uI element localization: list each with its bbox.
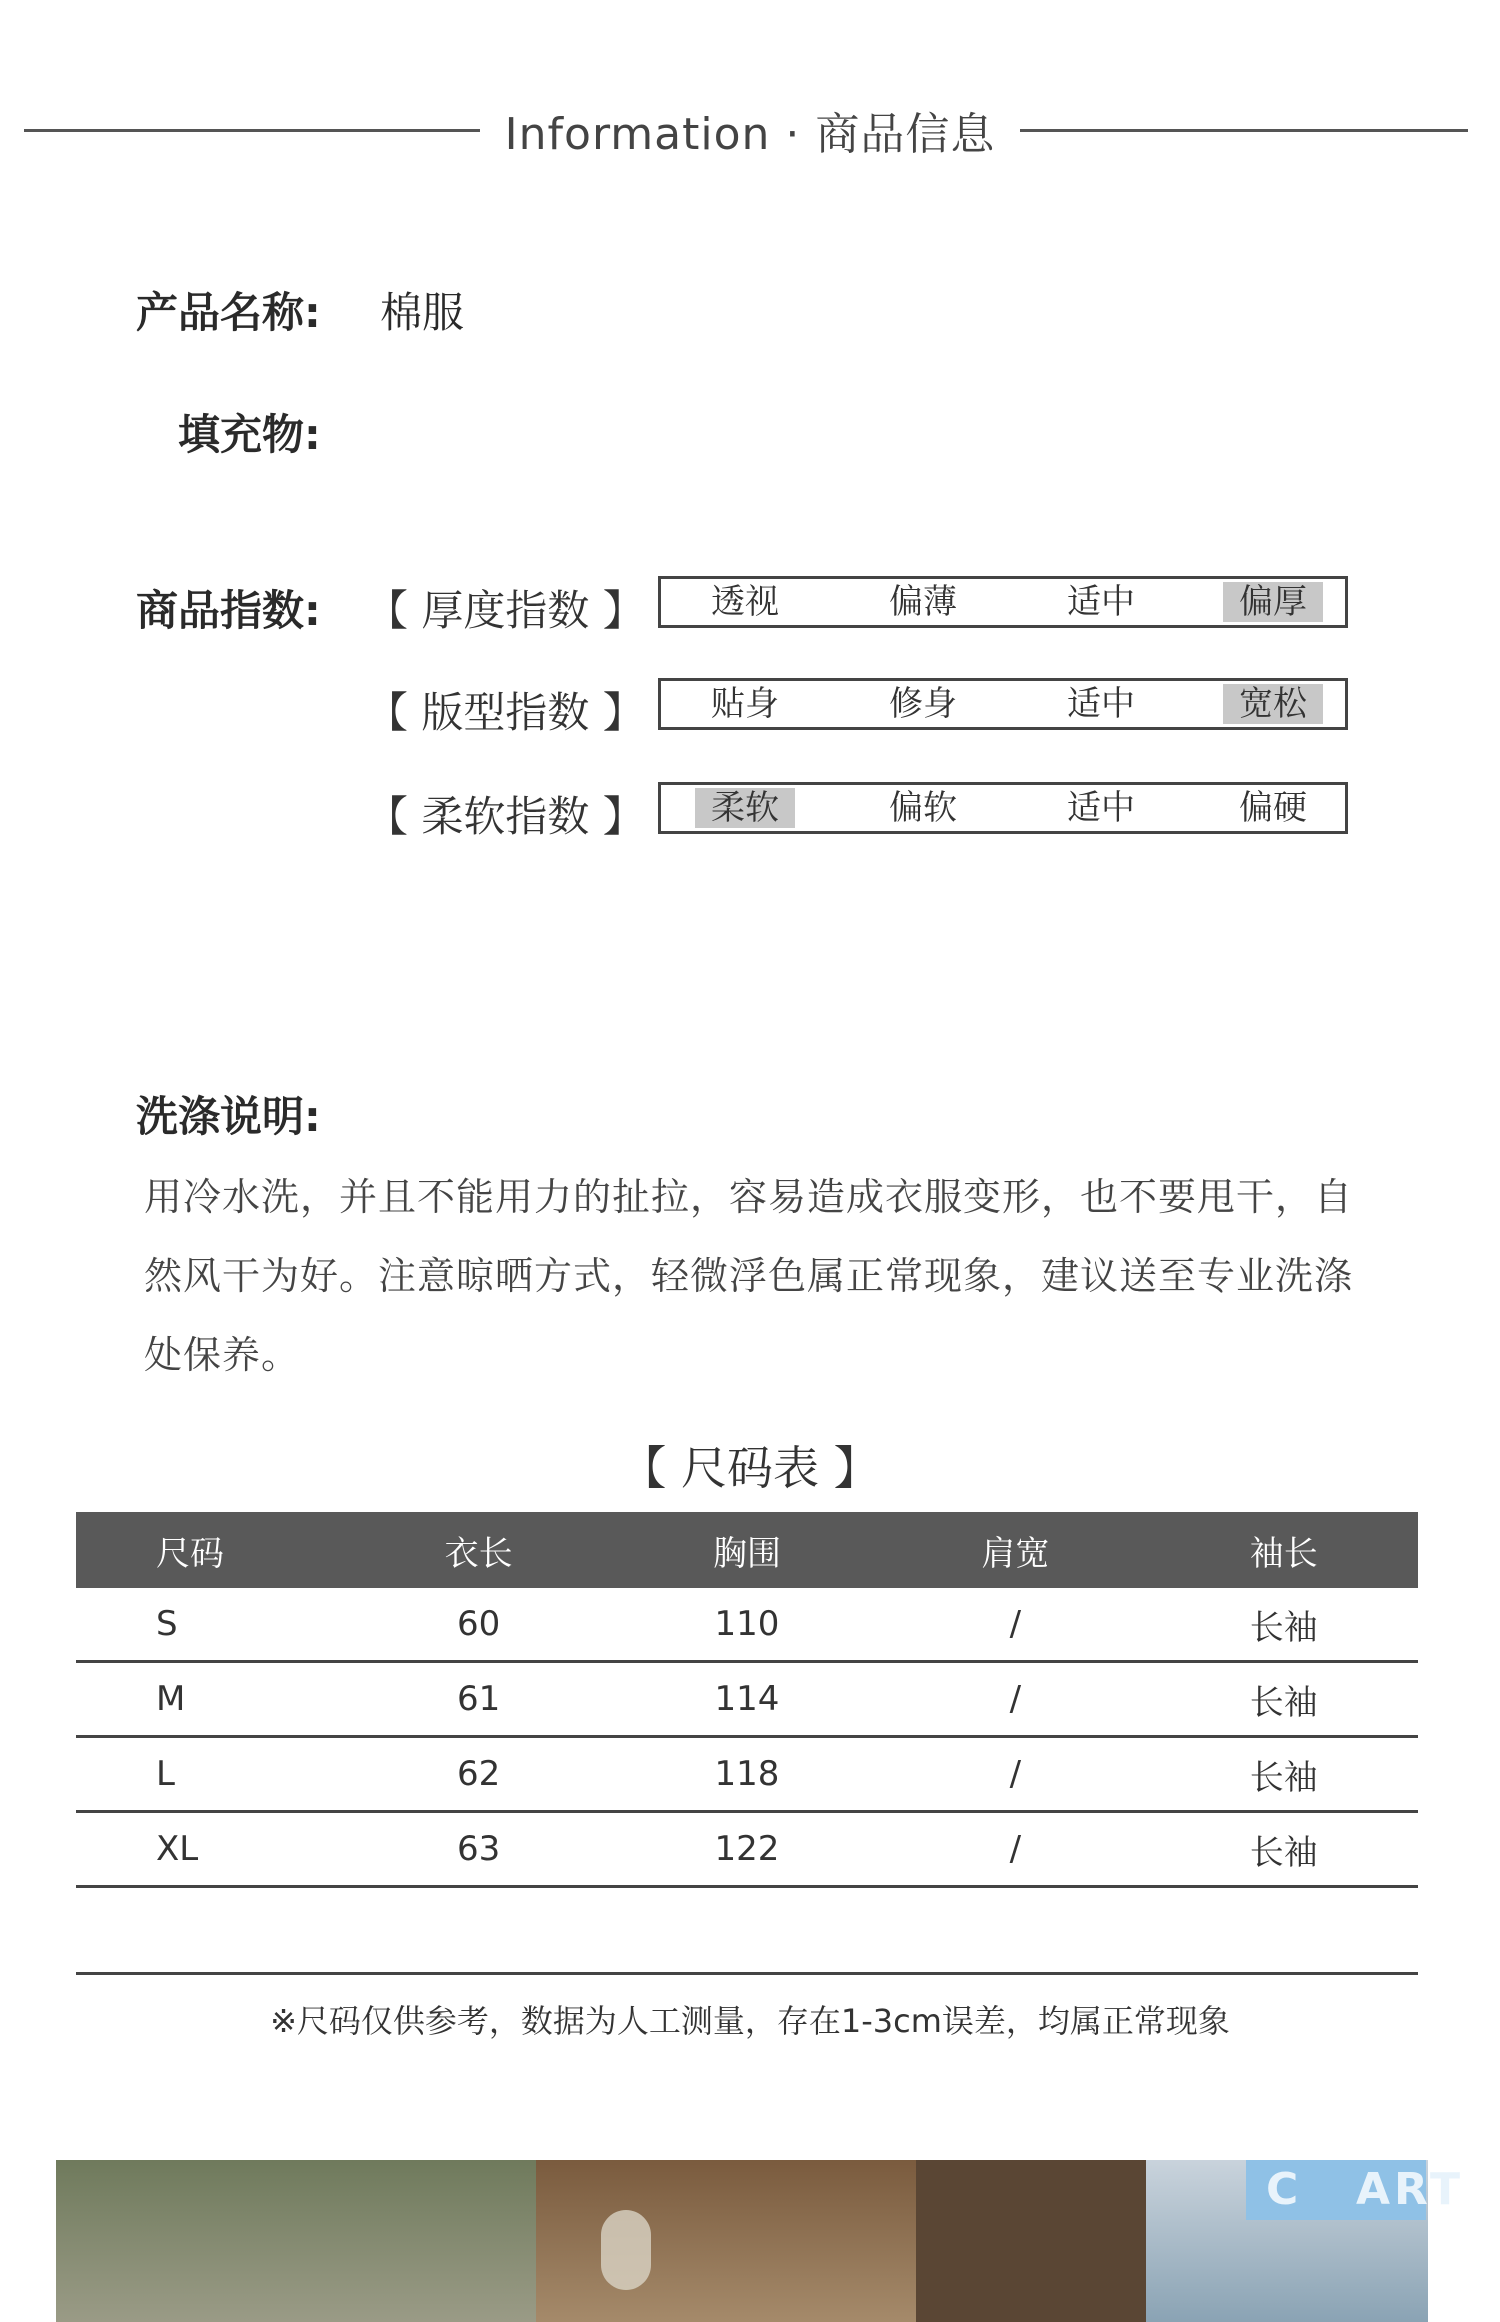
filling-label: 填充物: <box>178 410 321 459</box>
index-scale <box>658 576 1348 628</box>
table-cell: 长袖 <box>1150 1588 1418 1662</box>
table-row <box>76 1737 1418 1812</box>
photo-sign-text-right: ART <box>1356 2164 1464 2215</box>
index-option: 偏硬 <box>1239 788 1307 828</box>
table-cell: S <box>76 1588 344 1662</box>
index-option: 适中 <box>1067 788 1135 828</box>
photo-tree-area <box>56 2160 536 2322</box>
index-option: 适中 <box>1067 582 1135 622</box>
header-line-right <box>1020 129 1468 132</box>
wash-label: 洗涤说明: <box>136 1092 321 1141</box>
table-cell: 61 <box>344 1662 612 1737</box>
photo-sign-text-left: C <box>1266 2164 1299 2215</box>
index-option: 适中 <box>1067 684 1135 724</box>
index-scale <box>658 678 1348 730</box>
table-cell: 122 <box>613 1812 881 1887</box>
index-scale <box>658 782 1348 834</box>
header-size: 尺码 <box>76 1512 344 1588</box>
table-cell: L <box>76 1737 344 1812</box>
index-option: 修身 <box>889 684 957 724</box>
table-cell: / <box>881 1812 1149 1887</box>
table-divider <box>76 1972 1418 1975</box>
table-cell: / <box>881 1588 1149 1662</box>
table-cell: 60 <box>344 1588 612 1662</box>
index-name: 【 版型指数 】 <box>366 688 645 737</box>
page-title: Information · 商品信息 <box>504 109 996 160</box>
table-cell: 114 <box>613 1662 881 1737</box>
index-option: 贴身 <box>711 684 779 724</box>
table-cell: 长袖 <box>1150 1812 1418 1887</box>
wash-text: 用冷水洗，并且不能用力的扯拉，容易造成衣服变形，也不要甩干，自然风干为好。注意晾晒方式，轻微浮色属正常现象，建议送至专业洗涤处保养。 <box>144 1175 1354 1377</box>
index-option-selected: 柔软 <box>695 788 795 828</box>
index-option: 偏软 <box>889 788 957 828</box>
table-cell: / <box>881 1737 1149 1812</box>
table-row <box>76 1662 1418 1737</box>
size-note: ※尺码仅供参考，数据为人工测量，存在1-3cm误差，均属正常现象 <box>270 2002 1230 2040</box>
product-photo <box>56 2160 1464 2322</box>
index-option: 透视 <box>711 582 779 622</box>
index-name: 【 柔软指数 】 <box>366 792 645 841</box>
header-sleeve: 袖长 <box>1150 1512 1418 1588</box>
photo-wood-wall <box>536 2160 916 2322</box>
size-chart-title: 【 尺码表 】 <box>620 1441 880 1495</box>
header-chest: 胸围 <box>613 1512 881 1588</box>
index-name: 【 厚度指数 】 <box>366 586 645 635</box>
table-cell: 62 <box>344 1737 612 1812</box>
table-cell: 110 <box>613 1588 881 1662</box>
indices-label: 商品指数: <box>136 586 321 635</box>
size-table <box>76 1512 1418 1888</box>
size-table-header <box>76 1512 1418 1588</box>
table-row <box>76 1812 1418 1887</box>
table-cell: 长袖 <box>1150 1737 1418 1812</box>
product-name-label: 产品名称: <box>136 288 321 337</box>
index-option-selected: 宽松 <box>1223 684 1323 724</box>
header-line-left <box>24 129 480 132</box>
photo-doorway <box>916 2160 1146 2322</box>
photo-lamp <box>601 2210 651 2290</box>
table-cell: 长袖 <box>1150 1662 1418 1737</box>
table-cell: M <box>76 1662 344 1737</box>
header-length: 衣长 <box>344 1512 612 1588</box>
table-row <box>76 1588 1418 1662</box>
header-shoulder: 肩宽 <box>881 1512 1149 1588</box>
index-option: 偏薄 <box>889 582 957 622</box>
table-cell: / <box>881 1662 1149 1737</box>
table-cell: 118 <box>613 1737 881 1812</box>
index-option-selected: 偏厚 <box>1223 582 1323 622</box>
table-cell: 63 <box>344 1812 612 1887</box>
table-cell: XL <box>76 1812 344 1887</box>
product-name-value: 棉服 <box>380 288 465 337</box>
